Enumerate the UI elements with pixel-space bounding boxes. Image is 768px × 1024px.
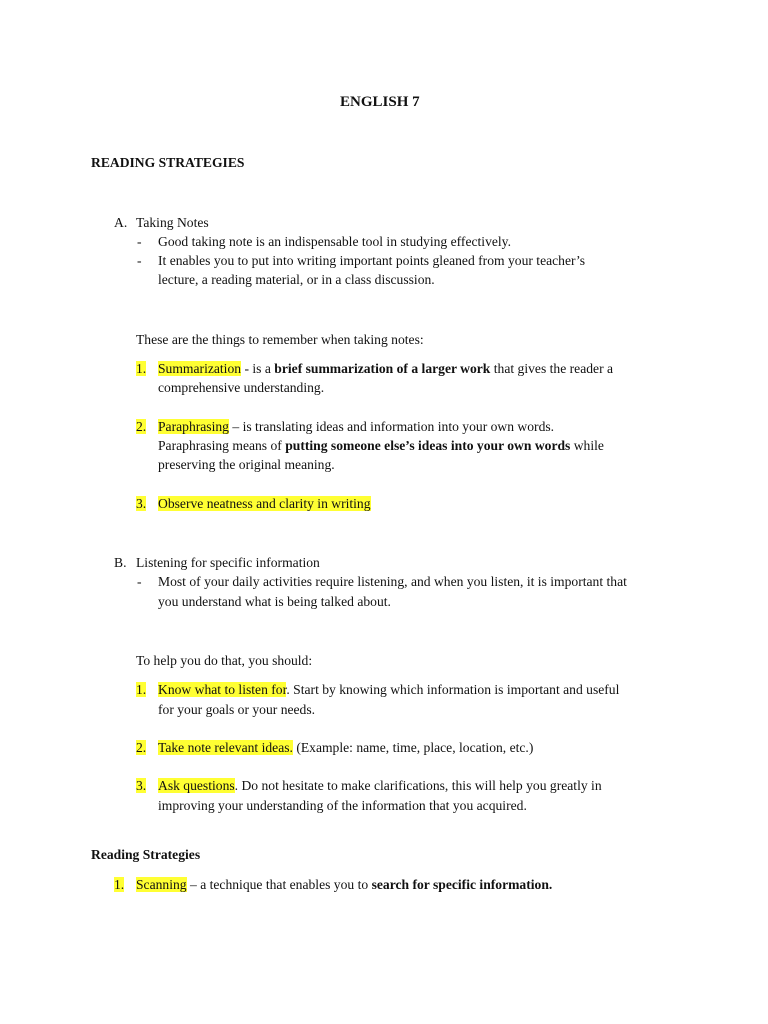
section-b-letter: B.: [114, 555, 127, 570]
item-text: (Example: name, time, place, location, etc.): [292, 740, 534, 755]
number-highlight: 1.: [136, 682, 147, 697]
item-continuation: improving your understanding of the information that you acquired.: [158, 798, 527, 813]
list-item-number: [114, 875, 124, 895]
bold-text: brief summarization of a larger work: [274, 361, 491, 376]
item-text: . Start by knowing which information is important and useful: [286, 682, 620, 697]
list-item-number: [136, 776, 146, 796]
main-heading: READING STRATEGIES: [91, 155, 245, 170]
bullet-marker: -: [137, 574, 142, 589]
bold-text: putting someone else’s ideas into your own words: [285, 438, 571, 453]
number-highlight: 3.: [136, 778, 147, 793]
bold-text: search for specific information.: [371, 877, 553, 892]
item-continuation: preserving the original meaning.: [158, 457, 335, 472]
list-item-number: [136, 680, 146, 700]
bullet-marker: -: [137, 253, 142, 268]
list-item: [158, 738, 533, 758]
bullet-text: you understand what is being talked about.: [158, 594, 391, 609]
list-item-number: [136, 417, 146, 437]
bullet-text: Good taking note is an indispensable tool in studying effectively.: [158, 234, 511, 249]
item-text: - is a: [241, 361, 275, 376]
reading-strategies-heading: Reading Strategies: [91, 847, 201, 862]
item-text: while: [570, 438, 604, 453]
highlighted-term: Paraphrasing: [158, 419, 229, 434]
list-item: [158, 776, 602, 796]
section-a-letter: A.: [114, 215, 128, 230]
section-a-intro: These are the things to remember when taking notes:: [136, 332, 424, 347]
item-continuation: [158, 436, 604, 456]
list-item-number: [136, 359, 146, 379]
list-item: [158, 417, 554, 437]
bullet-marker: -: [137, 234, 142, 249]
bullet-text: lecture, a reading material, or in a class discussion.: [158, 272, 435, 287]
list-item: [158, 494, 371, 514]
number-highlight: 1.: [114, 877, 125, 892]
number-highlight: 2.: [136, 419, 147, 434]
section-b-intro: To help you do that, you should:: [136, 653, 313, 668]
highlighted-term: Scanning: [136, 877, 187, 892]
list-item: [136, 875, 552, 895]
item-text: – a technique that enables you to: [186, 877, 372, 892]
highlighted-term: Ask questions: [158, 778, 235, 793]
highlighted-term: Know what to listen for: [158, 682, 287, 697]
list-item-number: [136, 738, 146, 758]
section-b-heading: Listening for specific information: [136, 555, 320, 570]
highlighted-term: Observe neatness and clarity in writing: [158, 496, 371, 511]
item-continuation: comprehensive understanding.: [158, 380, 325, 395]
item-text: – is translating ideas and information into your own words.: [228, 419, 555, 434]
document-title: ENGLISH 7: [340, 94, 420, 110]
number-highlight: 3.: [136, 496, 147, 511]
highlighted-term: Summarization: [158, 361, 242, 376]
list-item-number: [136, 494, 146, 514]
number-highlight: 2.: [136, 740, 147, 755]
highlighted-term: Take note relevant ideas.: [158, 740, 293, 755]
item-text: Paraphrasing means of: [158, 438, 286, 453]
bullet-text: It enables you to put into writing important points gleaned from your teacher’s: [158, 253, 586, 268]
section-a-heading: Taking Notes: [136, 215, 209, 230]
number-highlight: 1.: [136, 361, 147, 376]
item-text: . Do not hesitate to make clarifications, this will help you greatly in: [234, 778, 602, 793]
list-item: [158, 359, 613, 379]
list-item: [158, 680, 619, 700]
bullet-text: Most of your daily activities require listening, and when you listen, it is important that: [158, 574, 627, 589]
item-text: that gives the reader a: [490, 361, 614, 376]
item-continuation: for your goals or your needs.: [158, 702, 316, 717]
